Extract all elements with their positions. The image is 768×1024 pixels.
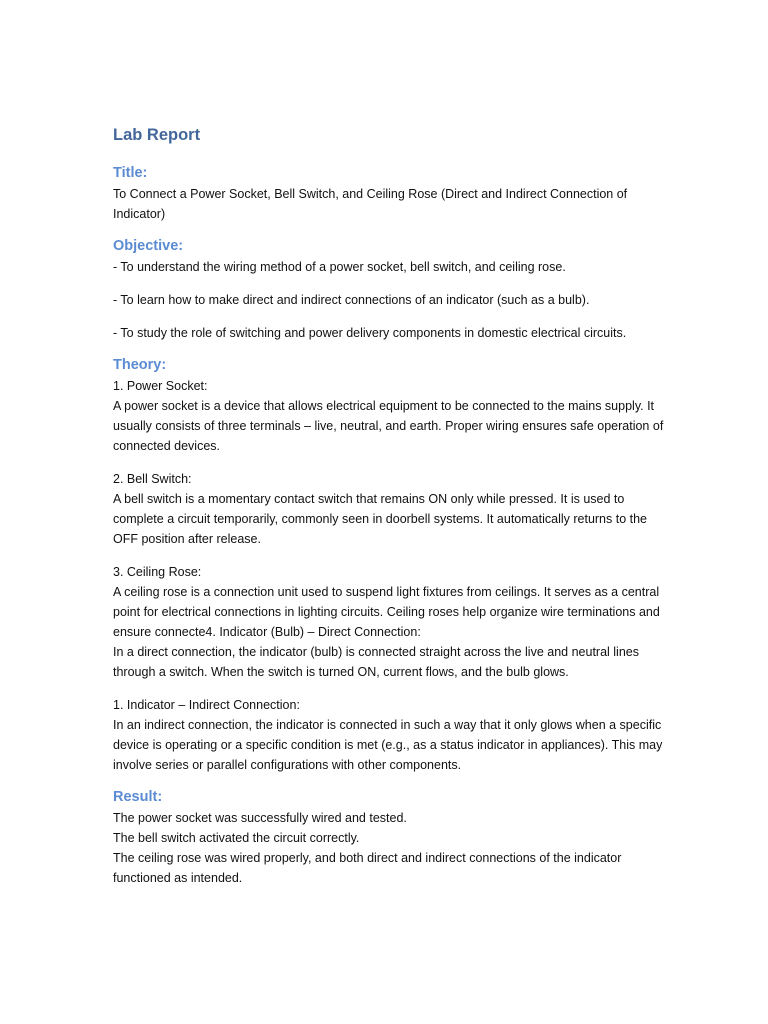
result-line: The bell switch activated the circuit correctly. [113, 831, 360, 845]
ceiling-rose-label: 3. Ceiling Rose: [113, 565, 202, 579]
direct-connection-text: In a direct connection, the indicator (bulb) is connected straight across the live and neutral lines through a switch. When the switch is turned ON, current flows, and the bulb glows. [113, 645, 639, 679]
objective-item: - To learn how to make direct and indirect connections of an indicator (such as a bulb). [113, 293, 590, 307]
title-text: To Connect a Power Socket, Bell Switch, and Ceiling Rose (Direct and Indirect Connection of Indicator) [113, 187, 628, 221]
objective-item: - To understand the wiring method of a power socket, bell switch, and ceiling rose. [113, 260, 566, 274]
theory-heading: Theory: [113, 357, 167, 373]
bell-switch-text: A bell switch is a momentary contact switch that remains ON only while pressed. It is used to complete a circuit temporarily, commonly seen in doorbell systems. It automatically returns to the OFF position after release. [113, 492, 648, 546]
result-line: The ceiling rose was wired properly, and both direct and indirect connections of the indicator functioned as intended. [113, 851, 622, 885]
objective-item: - To study the role of switching and power delivery components in domestic electrical circuits. [113, 326, 627, 340]
objective-heading: Objective: [113, 238, 184, 254]
document-page [113, 122, 668, 888]
result-heading: Result: [113, 789, 163, 805]
bell-switch-label: 2. Bell Switch: [113, 472, 192, 486]
indirect-connection-label: 1. Indicator – Indirect Connection: [113, 698, 300, 712]
title-heading: Title: [113, 165, 148, 181]
document-title: Lab Report [113, 126, 201, 144]
ceiling-rose-text: A ceiling rose is a connection unit used to suspend light fixtures from ceilings. It serves as a central point for electrical connections in lighting circuits. Ceiling roses help organize wire terminations and ensure connecte4. Indicator (Bulb) – Direct Connection: [113, 585, 660, 639]
power-socket-label: 1. Power Socket: [113, 379, 208, 393]
result-line: The power socket was successfully wired and tested. [113, 811, 407, 825]
power-socket-text: A power socket is a device that allows electrical equipment to be connected to the mains supply. It usually consists of three terminals – live, neutral, and earth. Proper wiring ensures safe operation of connected devices. [113, 399, 664, 453]
indirect-connection-text: In an indirect connection, the indicator is connected in such a way that it only glows when a specific device is operating or a specific condition is met (e.g., as a status indicator in appliances). This may involve series or parallel configurations with other components. [113, 718, 663, 772]
